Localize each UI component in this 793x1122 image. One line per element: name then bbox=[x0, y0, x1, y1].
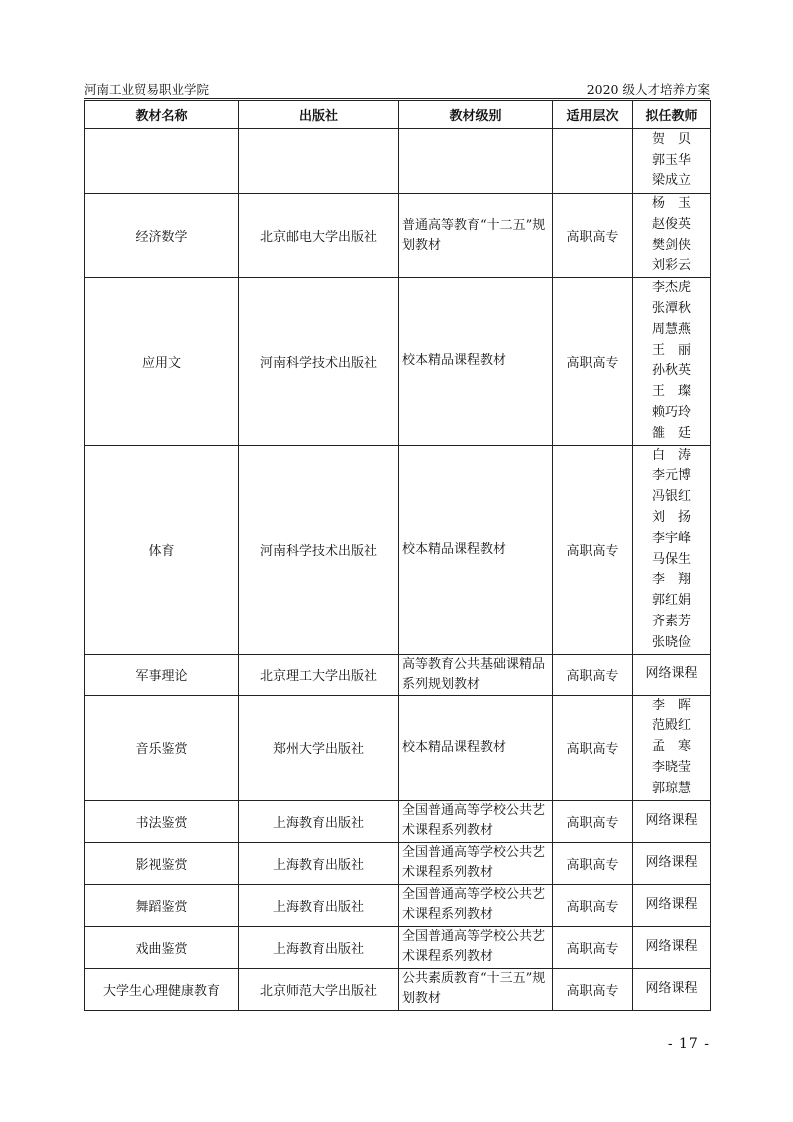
teacher-name: 李元博 bbox=[651, 468, 691, 484]
cell-scope: 高职高专 bbox=[553, 445, 633, 654]
teacher-list bbox=[633, 895, 710, 916]
column-header-textbook-name: 教材名称 bbox=[85, 101, 239, 129]
cell-textbook-name: 应用文 bbox=[85, 278, 239, 445]
teacher-name: 孟 寒 bbox=[651, 739, 691, 755]
teacher-list bbox=[633, 696, 710, 800]
teacher-name: 贺 贝 bbox=[651, 131, 691, 147]
cell-publisher: 上海教育出版社 bbox=[239, 926, 399, 968]
table-row bbox=[85, 800, 711, 842]
cell-scope: 高职高专 bbox=[553, 842, 633, 884]
program-title: 2020 级人才培养方案 bbox=[586, 82, 710, 97]
cell-scope: 高职高专 bbox=[553, 884, 633, 926]
teacher-name: 冯银红 bbox=[651, 489, 691, 505]
cell-scope: 高职高专 bbox=[553, 695, 633, 800]
cell-textbook-name: 军事理论 bbox=[85, 654, 239, 695]
teacher-name: 李宇峰 bbox=[651, 530, 691, 546]
teacher-name: 梁成立 bbox=[651, 173, 691, 189]
page-number: - 17 - bbox=[667, 1036, 710, 1052]
cell-teachers bbox=[633, 926, 711, 968]
cell-textbook-name: 经济数学 bbox=[85, 194, 239, 278]
table-row bbox=[85, 842, 711, 884]
teacher-name: 网络课程 bbox=[645, 938, 698, 954]
teacher-name: 郭琼慧 bbox=[651, 780, 691, 796]
teacher-name: 马保生 bbox=[651, 551, 691, 567]
teacher-name: 樊剑侠 bbox=[651, 237, 691, 253]
teacher-name: 李晓莹 bbox=[651, 759, 691, 775]
teacher-name: 李 翔 bbox=[651, 572, 691, 588]
cell-teachers bbox=[633, 654, 711, 695]
teacher-list bbox=[633, 664, 710, 685]
cell-textbook-level: 校本精品课程教材 bbox=[399, 695, 553, 800]
cell-scope: 高职高专 bbox=[553, 654, 633, 695]
cell-textbook-level: 全国普通高等学校公共艺术课程系列教材 bbox=[399, 926, 553, 968]
cell-publisher: 河南科学技术出版社 bbox=[239, 278, 399, 445]
cell-textbook-level bbox=[399, 129, 553, 194]
teacher-list bbox=[633, 446, 710, 654]
cell-publisher bbox=[239, 129, 399, 194]
teacher-list bbox=[633, 853, 710, 874]
cell-scope: 高职高专 bbox=[553, 194, 633, 278]
cell-teachers bbox=[633, 968, 711, 1010]
header-rule bbox=[84, 98, 710, 99]
cell-textbook-name bbox=[85, 129, 239, 194]
column-header-scope: 适用层次 bbox=[553, 101, 633, 129]
page-header bbox=[84, 78, 710, 98]
teacher-name: 刘彩云 bbox=[651, 258, 691, 274]
teacher-list bbox=[633, 278, 710, 444]
cell-teachers bbox=[633, 194, 711, 278]
teacher-list bbox=[633, 937, 710, 958]
cell-textbook-name: 戏曲鉴赏 bbox=[85, 926, 239, 968]
table-body bbox=[85, 129, 711, 1011]
teacher-name: 赖巧玲 bbox=[651, 404, 691, 420]
cell-publisher: 北京师范大学出版社 bbox=[239, 968, 399, 1010]
table-header-row bbox=[85, 101, 711, 129]
cell-textbook-name: 影视鉴赏 bbox=[85, 842, 239, 884]
cell-textbook-name: 大学生心理健康教育 bbox=[85, 968, 239, 1010]
cell-teachers bbox=[633, 884, 711, 926]
cell-scope: 高职高专 bbox=[553, 278, 633, 445]
cell-teachers bbox=[633, 278, 711, 445]
cell-textbook-name: 书法鉴赏 bbox=[85, 800, 239, 842]
teacher-name: 刘 扬 bbox=[651, 509, 691, 525]
teacher-name: 张晓俭 bbox=[651, 634, 691, 650]
teacher-name: 王 丽 bbox=[651, 342, 691, 358]
teacher-name: 张潭秋 bbox=[651, 300, 691, 316]
table-row bbox=[85, 445, 711, 654]
teacher-name: 网络课程 bbox=[645, 980, 698, 996]
cell-textbook-level: 校本精品课程教材 bbox=[399, 445, 553, 654]
teacher-name: 网络课程 bbox=[645, 812, 698, 828]
cell-scope: 高职高专 bbox=[553, 926, 633, 968]
table-row bbox=[85, 968, 711, 1010]
cell-teachers bbox=[633, 445, 711, 654]
teacher-name: 赵俊英 bbox=[651, 216, 691, 232]
cell-textbook-name: 体育 bbox=[85, 445, 239, 654]
teacher-name: 李杰虎 bbox=[651, 280, 691, 296]
teacher-list bbox=[633, 130, 710, 192]
cell-textbook-level: 全国普通高等学校公共艺术课程系列教材 bbox=[399, 842, 553, 884]
cell-publisher: 郑州大学出版社 bbox=[239, 695, 399, 800]
cell-textbook-level: 公共素质教育“十三五”规划教材 bbox=[399, 968, 553, 1010]
cell-scope bbox=[553, 129, 633, 194]
teacher-name: 郭红娟 bbox=[651, 593, 691, 609]
teacher-name: 李 晖 bbox=[651, 697, 691, 713]
teacher-list bbox=[633, 194, 710, 277]
teacher-list bbox=[633, 811, 710, 832]
table-row bbox=[85, 194, 711, 278]
textbook-table bbox=[84, 100, 711, 1011]
teacher-name: 郭玉华 bbox=[651, 152, 691, 168]
teacher-name: 雒 廷 bbox=[651, 425, 691, 441]
cell-teachers bbox=[633, 842, 711, 884]
table-row bbox=[85, 654, 711, 695]
teacher-name: 白 涛 bbox=[651, 447, 691, 463]
teacher-name: 网络课程 bbox=[645, 666, 698, 682]
teacher-name: 网络课程 bbox=[645, 854, 698, 870]
cell-textbook-name: 舞蹈鉴赏 bbox=[85, 884, 239, 926]
column-header-publisher: 出版社 bbox=[239, 101, 399, 129]
column-header-teachers: 拟任教师 bbox=[633, 101, 711, 129]
cell-teachers bbox=[633, 800, 711, 842]
teacher-name: 孙秋英 bbox=[651, 363, 691, 379]
table-row bbox=[85, 129, 711, 194]
table-row bbox=[85, 926, 711, 968]
table-row bbox=[85, 695, 711, 800]
table-row bbox=[85, 278, 711, 445]
column-header-textbook-level: 教材级别 bbox=[399, 101, 553, 129]
cell-scope: 高职高专 bbox=[553, 800, 633, 842]
cell-publisher: 上海教育出版社 bbox=[239, 884, 399, 926]
school-name: 河南工业贸易职业学院 bbox=[84, 82, 210, 97]
cell-teachers bbox=[633, 129, 711, 194]
cell-teachers bbox=[633, 695, 711, 800]
cell-textbook-level: 普通高等教育“十二五”规划教材 bbox=[399, 194, 553, 278]
teacher-list bbox=[633, 979, 710, 1000]
teacher-name: 周慧燕 bbox=[651, 321, 691, 337]
teacher-name: 范殿红 bbox=[651, 718, 691, 734]
cell-publisher: 河南科学技术出版社 bbox=[239, 445, 399, 654]
cell-publisher: 北京邮电大学出版社 bbox=[239, 194, 399, 278]
teacher-name: 王 璨 bbox=[651, 384, 691, 400]
teacher-name: 网络课程 bbox=[645, 896, 698, 912]
teacher-name: 杨 玉 bbox=[651, 196, 691, 211]
cell-publisher: 北京理工大学出版社 bbox=[239, 654, 399, 695]
cell-textbook-level: 全国普通高等学校公共艺术课程系列教材 bbox=[399, 884, 553, 926]
cell-publisher: 上海教育出版社 bbox=[239, 842, 399, 884]
cell-textbook-level: 高等教育公共基础课精品系列规划教材 bbox=[399, 654, 553, 695]
cell-textbook-level: 校本精品课程教材 bbox=[399, 278, 553, 445]
cell-textbook-level: 全国普通高等学校公共艺术课程系列教材 bbox=[399, 800, 553, 842]
teacher-name: 齐素芳 bbox=[651, 613, 691, 629]
table-row bbox=[85, 884, 711, 926]
cell-scope: 高职高专 bbox=[553, 968, 633, 1010]
cell-publisher: 上海教育出版社 bbox=[239, 800, 399, 842]
cell-textbook-name: 音乐鉴赏 bbox=[85, 695, 239, 800]
